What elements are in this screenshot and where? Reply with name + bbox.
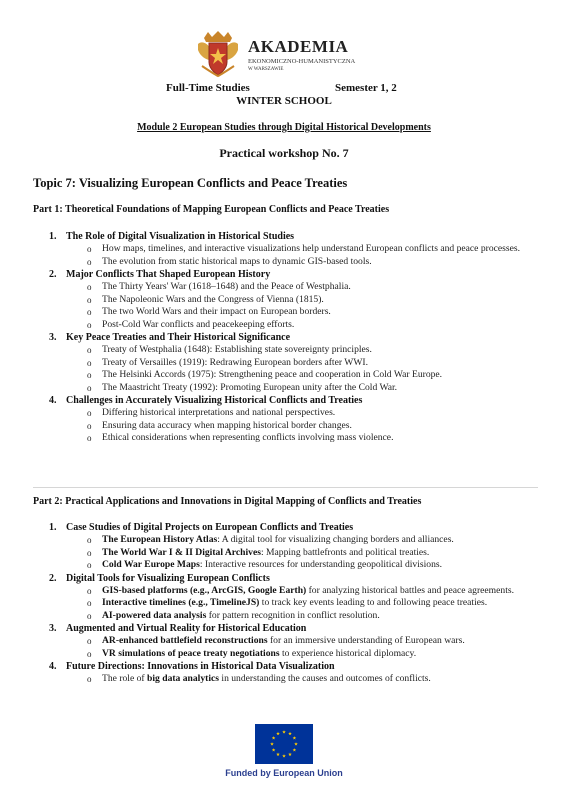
semester-label: Semester 1, 2 [335,82,397,94]
list-item-title: Major Conflicts That Shaped European History [66,269,271,280]
bullet-bold-text: GIS-based platforms (e.g., ArcGIS, Google Earth) [102,584,307,596]
list-item-title: Future Directions: Innovations in Historical Data Visualization [66,661,335,672]
list-item-title: Case Studies of Digital Projects on European Conflicts and Treaties [66,522,354,533]
list-item-head [0,521,568,534]
list-item-title: The Role of Digital Visualization in Historical Studies [66,231,295,242]
list-item [0,331,568,394]
bullet-bold-text: Cold War Europe Maps [102,559,200,570]
workshop-title: Practical workshop No. 7 [219,146,349,160]
bullet-item [0,648,568,661]
list-item-number: 3. [49,332,57,343]
bullet-item: o The Maastricht Treaty (1992): Promoting European unity after the Cold War. [0,382,568,395]
brand-name: AKADEMIA [248,37,349,56]
bullet-bold-text: The European History Atlas [102,534,218,545]
list-item-title: Augmented and Virtual Reality for Historical Education [66,623,307,634]
bullet-bold-text: The World War I & II Digital Archives [102,546,261,558]
funded-by-label: Funded by European Union [225,768,343,778]
list-item-head [0,268,568,281]
bullet-item: o The Helsinki Accords (1975): Strengthening peace and cooperation in Cold War Europe. [0,369,568,382]
list-item [0,622,568,660]
list-item-head [0,572,568,585]
bullet-item: o The Thirty Years' War (1618–1648) and the Peace of Westphalia. [0,281,568,294]
brand-subtitle: EKONOMICZNO-HUMANISTYCZNA [248,58,356,65]
bullet-item: o The Napoleonic Wars and the Congress of Vienna (1815). [0,294,568,307]
part1-list [0,230,568,445]
bullet-item [0,673,568,686]
bullet-item: o Treaty of Westphalia (1648): Establishing state sovereignty principles. [0,344,568,357]
list-item-head [0,230,568,243]
list-item-head [0,394,568,407]
school-label: WINTER SCHOOL [236,95,332,107]
list-item-head [0,331,568,344]
list-item [0,230,568,268]
list-item-number: 4. [49,395,57,406]
bullet-bold-text: Interactive timelines (e.g., TimelineJS) [102,597,260,608]
list-item-number: 1. [49,231,57,242]
bullet-item: o Ensuring data accuracy when mapping historical border changes. [0,420,568,433]
brand-city: W WARSZAWIE [248,67,284,72]
list-item [0,572,568,623]
bullet-text: : Mapping battlefronts and political treaties. [260,546,430,558]
bullet-text: The role of [102,673,148,684]
list-item-number: 4. [49,661,57,672]
bullet-item [0,547,568,560]
studies-label: Full-Time Studies [166,82,250,94]
bullet-bold-text: AR-enhanced battlefield reconstructions [102,635,268,646]
bullet-text: in understanding the causes and outcomes of conflicts. [219,673,431,684]
bullet-text: to experience historical diplomacy. [279,647,417,659]
list-item-title: Challenges in Accurately Visualizing Historical Conflicts and Treaties [66,395,363,406]
list-item [0,268,568,331]
list-item-head [0,622,568,635]
bullet-item: o Ethical considerations when representing conflicts involving mass violence. [0,432,568,445]
bullet-text: to track key events leading to and following peace treaties. [259,597,488,608]
list-item-number: 2. [49,269,57,280]
list-item-number: 3. [49,623,57,634]
list-item-title: Key Peace Treaties and Their Historical Significance [66,332,291,343]
list-item-head [0,660,568,673]
bullet-text: : A digital tool for visualizing changing borders and alliances. [217,534,454,545]
list-item [0,521,568,572]
bullet-text: for analyzing historical battles and peace agreements. [306,584,514,596]
akademia-logo [196,30,376,80]
bullet-item [0,585,568,598]
bullet-item [0,597,568,610]
bullet-item [0,610,568,623]
bullet-bold-text: VR simulations of peace treaty negotiations [102,647,280,659]
bullet-item [0,635,568,648]
list-item-number: 1. [49,522,57,533]
list-item-title: Digital Tools for Visualizing European Conflicts [66,572,270,584]
bullet-item: o The evolution from static historical maps to dynamic GIS-based tools. [0,256,568,269]
bullet-item: o Post-Cold War conflicts and peacekeeping efforts. [0,319,568,332]
list-item-number: 2. [49,572,57,584]
part2-list [0,521,568,686]
list-item [0,660,568,686]
section-divider [33,487,538,488]
eu-flag-icon [255,724,313,764]
bullet-item [0,534,568,547]
bullet-item: o How maps, timelines, and interactive visualizations help understand European conflicts and peace processes. [0,243,568,256]
part2-heading: Part 2: Practical Applications and Innovations in Digital Mapping of Conflicts and Treaties [33,496,422,507]
list-item [0,394,568,445]
bullet-text: for an immersive understanding of European wars. [267,635,465,646]
bullet-bold-text: AI-powered data analysis [102,609,207,621]
module-title: Module 2 European Studies through Digital Historical Developments [137,122,431,133]
bullet-item: o Differing historical interpretations and national perspectives. [0,407,568,420]
bullet-text: : Interactive resources for understanding geopolitical divisions. [199,559,443,570]
topic-heading: Topic 7: Visualizing European Conflicts and Peace Treaties [33,176,348,190]
bullet-item: o Treaty of Versailles (1919): Redrawing European borders after WWI. [0,357,568,370]
crest-icon [196,30,240,78]
bullet-item [0,559,568,572]
bullet-item: o The two World Wars and their impact on European borders. [0,306,568,319]
part1-heading: Part 1: Theoretical Foundations of Mapping European Conflicts and Peace Treaties [33,204,390,215]
bullet-bold-text: big data analytics [147,673,219,684]
bullet-text: for pattern recognition in conflict resolution. [206,609,380,621]
